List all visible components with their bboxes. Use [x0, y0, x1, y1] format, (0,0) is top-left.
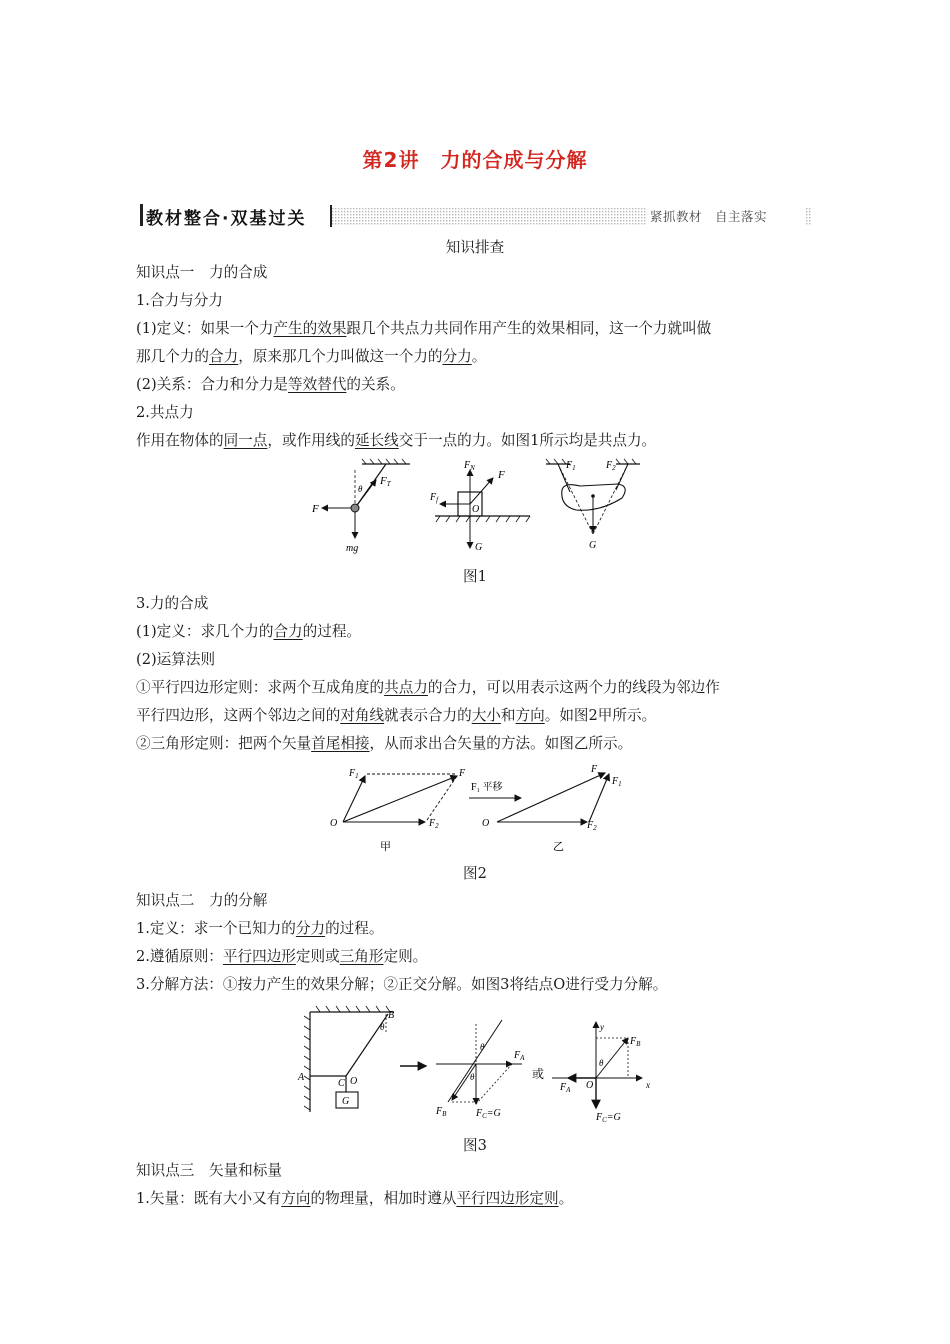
figure-sublabel: 乙	[553, 841, 564, 853]
paragraph: 2.遵循原则：平行四边形定则或三角形定则。	[136, 948, 428, 965]
point-label: O	[472, 504, 480, 515]
arrow-label: F₁ 平移	[471, 782, 503, 793]
figure-2	[325, 762, 635, 857]
force-label: $F_B$	[436, 1106, 447, 1118]
force-label: $F_1$	[349, 768, 359, 780]
weight-label: G	[342, 1096, 350, 1107]
point-label: C	[338, 1078, 345, 1089]
paragraph: 作用在物体的同一点，或作用线的延长线交于一点的力。如图1所示均是共点力。	[136, 432, 657, 449]
force-label: $F_C=G$	[596, 1112, 621, 1124]
force-label: $F_2$	[429, 818, 439, 830]
force-label: $F_A$	[560, 1082, 571, 1094]
paragraph: (2)关系：合力和分力是等效替代的关系。	[136, 376, 405, 393]
force-label: mg	[346, 543, 359, 554]
figure-caption: 图3	[463, 1137, 487, 1154]
point-label: O	[586, 1080, 594, 1091]
subtitle: 知识排查	[445, 239, 505, 256]
section-heading: 知识点二 力的分解	[136, 892, 268, 909]
force-label: F	[591, 764, 598, 775]
force-label: $F_N$	[464, 460, 475, 472]
force-label: G	[475, 542, 483, 553]
paragraph: 3.分解方法：①按力产生的效果分解；②正交分解。如图3将结点O进行受力分解。	[136, 976, 668, 993]
section-heading: 知识点三 矢量和标量	[136, 1162, 282, 1179]
paragraph: 1.定义：求一个已知力的分力的过程。	[136, 920, 384, 937]
force-label: G	[589, 540, 597, 551]
paragraph: 1.矢量：既有大小又有方向的物理量，相加时遵从平行四边形定则。	[136, 1190, 574, 1207]
figure-3	[290, 1004, 670, 1126]
point-label: O	[350, 1076, 358, 1087]
force-label: F	[312, 503, 319, 515]
banner-title: 教材整合·双基过关	[146, 209, 307, 229]
point-label: A	[298, 1072, 305, 1083]
figure-1	[300, 456, 680, 556]
angle-label: θ	[470, 1072, 475, 1082]
force-label: F	[498, 469, 505, 481]
subheading: 3.力的合成	[136, 595, 209, 612]
paragraph: ②三角形定则：把两个矢量首尾相接，从而求出合矢量的方法。如图乙所示。	[136, 735, 633, 752]
paragraph: (2)运算法则	[136, 651, 216, 668]
angle-label: θ	[599, 1058, 604, 1068]
force-label: $F_B$	[630, 1036, 641, 1048]
point-label: O	[330, 818, 338, 829]
or-label: 或	[532, 1067, 545, 1081]
axis-label: x	[646, 1080, 650, 1090]
force-label: $F_1$	[612, 776, 622, 788]
axis-label: y	[600, 1022, 604, 1032]
force-label: $F_A$	[514, 1050, 525, 1062]
figure-caption: 图1	[463, 568, 487, 585]
point-label: B	[388, 1010, 395, 1021]
force-label: $F_2$	[606, 460, 616, 472]
banner-slogan: 紧抓教材 自主落实	[650, 209, 768, 224]
page-title: 第2讲 力的合成与分解	[362, 148, 588, 172]
paragraph: (1)定义：如果一个力产生的效果跟几个共点力共同作用产生的效果相同，这一个力就叫做	[136, 320, 712, 337]
force-label: F	[459, 768, 466, 779]
force-label: FT	[380, 475, 391, 488]
angle-label: θ	[358, 484, 363, 494]
angle-label: θ	[380, 1022, 385, 1032]
paragraph: (1)定义：求几个力的合力的过程。	[136, 623, 362, 640]
subheading: 2.共点力	[136, 404, 194, 421]
figure-sublabel: 甲	[380, 841, 391, 853]
figure-caption: 图2	[463, 865, 487, 882]
force-label: $F_1$	[566, 460, 576, 472]
force-label: $F_C=G$	[476, 1108, 501, 1120]
paragraph: 平行四边形，这两个邻边之间的对角线就表示合力的大小和方向。如图2甲所示。	[136, 707, 657, 724]
section-heading: 知识点一 力的合成	[136, 264, 268, 281]
force-label: $F_2$	[587, 820, 597, 832]
paragraph: ①平行四边形定则：求两个互成角度的共点力的合力，可以用表示这两个力的线段为邻边作	[136, 679, 720, 696]
angle-label: θ	[480, 1042, 485, 1052]
paragraph: 那几个力的合力，原来那几个力叫做这一个力的分力。	[136, 348, 487, 365]
point-label: O	[482, 818, 490, 829]
subheading: 1.合力与分力	[136, 292, 223, 309]
force-label: $F_f$	[430, 492, 439, 504]
